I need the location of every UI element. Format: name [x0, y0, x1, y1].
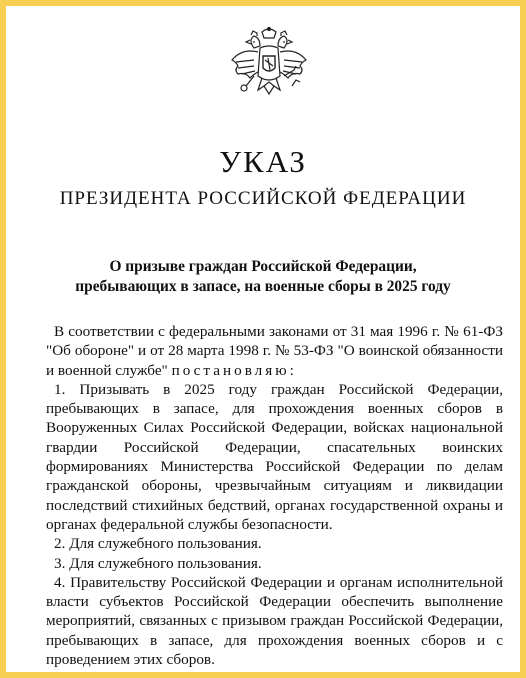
document-title: УКАЗ: [219, 144, 307, 179]
item-3: 3. Для служебного пользования.: [54, 554, 262, 572]
item-4: 4. Правительству Российской Федерации и органам исполнительной власти субъектов Российской Федерации обеспечить выполнение мероприятий, связанных с призывом граждан Российской Федерации, пребывающих в запасе, для прохождения военных сборов и с проведением этих сборов.: [46, 573, 503, 669]
coat-of-arms-emblem: [224, 26, 314, 126]
item-1: 1. Призывать в 2025 году граждан Российской Федерации, пребывающих в запасе, для прохождения военных сборов в Вооруженных Силах Российской Федерации, войсках национальной гвардии Российской Федерации, спасательных воинских формированиях Министерства Российской Федерации по делам гражданской обороны, чрезвычайным ситуациям и ликвидации последствий стихийных бедствий, органах государственной охраны и органах федеральной службы безопасности.: [46, 380, 503, 533]
document-subtitle: ПРЕЗИДЕНТА РОССИЙСКОЙ ФЕДЕРАЦИИ: [59, 188, 467, 209]
document-body: [46, 322, 503, 669]
intro-decree-word: постановляю:: [171, 361, 297, 379]
document-heading: [36, 257, 490, 297]
item-2: 2. Для служебного пользования.: [54, 535, 262, 553]
intro-paragraph: [46, 322, 503, 380]
heading-line-1: О призыве граждан Российской Федерации,: [109, 258, 417, 275]
heading-line-2: пребывающих в запасе, на военные сборы в 2025 году: [75, 278, 451, 295]
intro-text: В соответствии с федеральными законами от 31 мая 1996 г. № 61-ФЗ "Об обороне" и от 28 марта 1998 г. № 53-ФЗ "О воинской обязанности и военной службе": [46, 323, 503, 379]
